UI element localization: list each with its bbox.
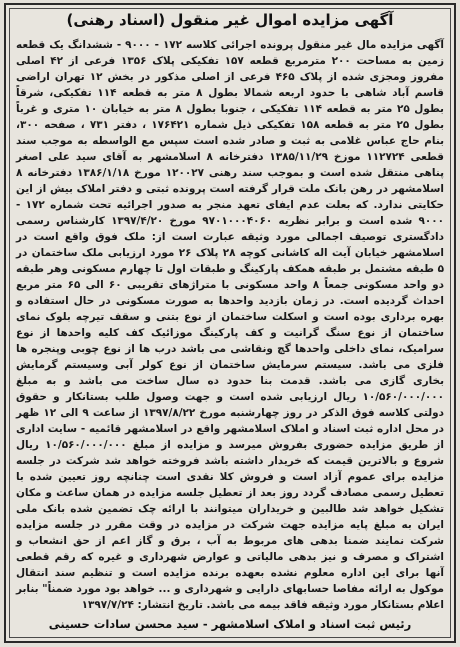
notice-body: آگهی مزایده مال غیر منقول پرونده اجرائی کلاسه ۱۷۲ - ۹۰۰۰ - ششدانگ یک قطعه زمین به مساحت ۲۰۰ مترمربع قطعه ۱۵۷ تفکیکی پلاک ۱۳۵۶ فرعی از ۴۲ اصلی مفروز ومجزی شده از پلاک ۴۶۵ فرعی از اصلی مذکور در بخش ۱۲ تهران اراضی قاسم آباد شاهی با حدود اربعه شمالا بطول ۸ متر به قطعه ۱۱۴ تفکیکی، شرقاً بطول ۲۵ متر به قطعه ۱۱۴ تفکیکی ، جنوبا بطول ۸ متر به خیابان ۱۰ متری و غرباً بطول ۲۵ متر به قطعه ۱۵۸ تفکیکی ذیل شماره ۱۷۶۴۲۱ ، دفتر ۷۳۱ ، صفحه ۳۰۰، بنام حاج عباس غلامی به ثبت و صادر شده است سپس مع الواسطه به موجب سند قطعی ۱۱۲۷۲۴ موزخ ۱۳۸۵/۱۱/۲۹ دفترخانه ۸ اسلامشهر به آقای سید علی اصغر پناهی منتقل شده است و بموجب سند رهنی ۱۲۰۰۲۷ مورخ ۱۳۸۶/۱/۱۸ دفترخانه ۸ اسلامشهر در رهن بانک ملت قرار گرفته است پرونده ثبتی و دفتر املاک بیش از این حکایتی ندارد. که بعلت عدم ایفای تعهد منجر به صدور اجرائیه تحت شماره ۱۷۲ - ۹۰۰۰ شده است و برابر نظریه ۹۷۰۱۰۰۰۴۰۶۰ مورخ ۱۳۹۷/۴/۲۰ کارشناس رسمی دادگستری توصیف اجمالی مورد وثیقه عبارت است از: ملک فوق واقع است در اسلامشهر خیابان آیت اله کاشانی کوچه ۲۸ پلاک ۲۶ مورد ارزیابی ملک ساختمان در ۵ طبقه مشتمل بر طبقه همکف پارکینگ و طبقات اول تا چهارم مسکونی وهر طبقه دو واحد مسکونی جمعاً ۸ واحد مسکونی با متراژهای تقریبی ۶۰ الی ۶۵ متر مربع احداث گردیده است. در زمان بازدید واحدها به صورت مسکونی در حال استفاده و بهره برداری بوده است و اسکلت ساختمان از نوع بتنی و سقف تیرچه بلوک نمای ساختمان از نوع سنگ گرانیت و کف پارکینگ موزائیک کف کلیه واحدها از نوع سرامیک، نمای داخلی واحدها گچ ونقاشی می باشد درب ها از نوع چوبی وپنجره ها فلزی می باشد. سیستم سرمایش ساختمان از نوع کولر آبی وسیستم گرمایش بخاری گازی می باشد. قدمت بنا حدود ده سال ساخت می باشد و به مبلغ ۱۰/۵۶۰/۰۰۰/۰۰۰ ریال ارزیابی شده است و جهت وصول طلب بستانکار و حقوق دولتی کلاسه فوق الذکر در روز چهارشنبه مورخ ۱۳۹۷/۸/۲۲ از ساعت ۹ الی ۱۲ ظهر در محل اداره ثبت اسناد و املاک اسلامشهر واقع در اسلامشهر قائمیه - سایت اداری از طریق مزایده حضوری بفروش میرسد و مزایده از مبلغ ۱۰/۵۶۰/۰۰۰/۰۰۰ ریال شروع و بالاترین قیمت که خریدار داشته باشد فروخته خواهد شد شرکت در جلسه مزایده برای عموم آزاد است و فروش کلا نقدی است چنانچه روز تعیین شده با تعطیل رسمی مصادف گردد روز بعد از تعطیل جلسه مزایده در همان ساعت و مکان تشکیل خواهد شد طالبین و خریداران میتوانند با ارائه چک تضمین شده بانک ملی ایران به مبلغ پایه مزایده جهت شرکت در مزایده در وقت مقرر در جلسه مزایده شرکت نمایند ضمنا بدهی های مربوط به آب ، برق و گاز اعم از حق انشعاب و اشتراک و مصرف و نیز بدهی مالیاتی و عوارض شهرداری و غیره که رقم قطعی آنها برای این اداره معلوم نشده بعهده برنده مزایده است و تنظیم سند انتقال موکول به ارائه مفاصا حسابهای دارایی و شهرداری و ... خواهد بود مورد ضمناً" بنابر اعلام بستانکار مورد وثیقه فاقد بیمه می باشد. تاریخ انتشار: ۱۳۹۷/۷/۲۴: [16, 39, 445, 611]
notice-title: آگهی مزایده اموال غیر منقول (اسناد رهنی): [66, 11, 394, 29]
notice-signature: رئیس ثبت اسناد و املاک اسلامشهر - سید محسن سادات حسینی: [48, 617, 412, 631]
notice-frame: [4, 3, 456, 643]
